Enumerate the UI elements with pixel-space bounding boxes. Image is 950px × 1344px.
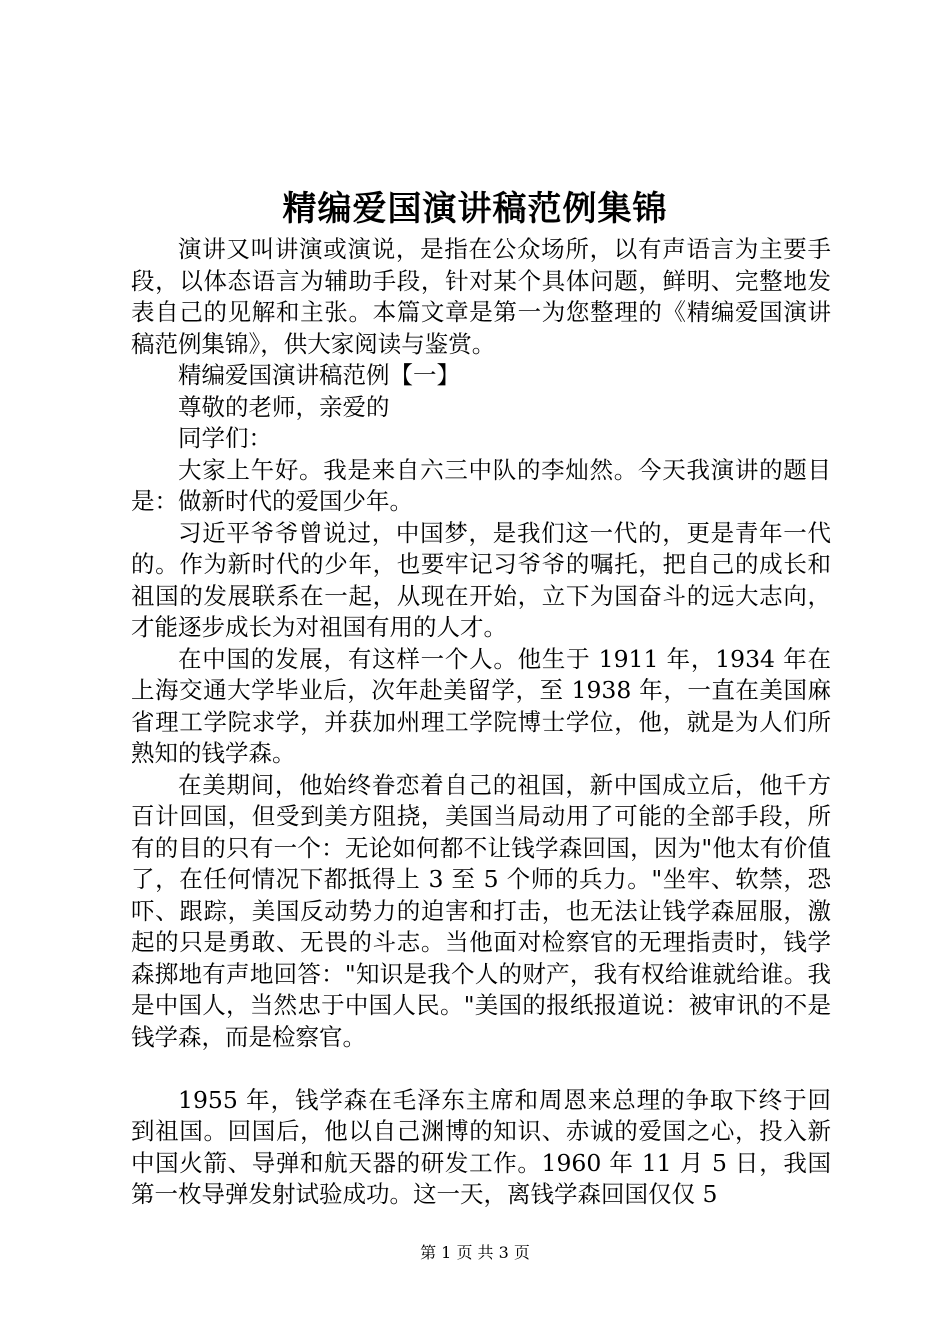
paragraph-salutation-2: 同学们： xyxy=(178,424,272,452)
paragraph-intro: 演讲又叫讲演或演说，是指在公众场所，以有声语言为主要手段，以体态语言为辅助手段，针对某个具体问题，鲜明、完整地发表自己的见解和主张。本篇文章是第一为您整理的《精编爱国演讲稿范例集锦》，供大家阅读与鉴赏。 xyxy=(131,235,831,358)
paragraph-qian-intro: 在中国的发展，有这样一个人。他生于 1911 年，1934 年在上海交通大学毕业后，次年赴美留学，至 1938 年，一直在美国麻省理工学院求学，并获加州理工学院博士学位，他，就是为人们所熟知的钱学森。 xyxy=(131,644,831,767)
page-footer: 第 1 页 共 3 页 xyxy=(420,1243,530,1262)
document-title: 精编爱国演讲稿范例集锦 xyxy=(282,189,668,229)
document-body xyxy=(131,234,831,1211)
paragraph-xi-quote: 习近平爷爷曾说过，中国梦，是我们这一代的，更是青年一代的。作为新时代的少年，也要牢记习爷爷的嘱托，把自己的成长和祖国的发展联系在一起，从现在开始，立下为国奋斗的远大志向，才能逐步成长为对祖国有用的人才。 xyxy=(131,518,831,641)
paragraph-qian-usa: 在美期间，他始终眷恋着自己的祖国，新中国成立后，他千方百计回国，但受到美方阻挠，美国当局动用了可能的全部手段，所有的目的只有一个：无论如何都不让钱学森回国，因为"他太有价值了，在任何情况下都抵得上 3 至 5 个师的兵力。"坐牢、软禁，恐吓、跟踪，美国反动势力的迫害和打击，也无法让钱学森屈服，激起的只是勇敢、无畏的斗志。当他面对检察官的无理指责时，钱学森掷地有声地回答："知识是我个人的财产，我有权给谁就给谁。我是中国人，当然忠于中国人民。"美国的报纸报道说：被审讯的不是钱学森，而是检察官。 xyxy=(131,770,831,1051)
paragraph-section-heading: 精编爱国演讲稿范例【一】 xyxy=(178,361,460,389)
paragraph-salutation: 尊敬的老师，亲爱的 xyxy=(178,392,390,421)
paragraph-qian-return: 1955 年，钱学森在毛泽东主席和周恩来总理的争取下终于回到祖国。回国后，他以自己渊博的知识、赤诚的爱国之心，投入新中国火箭、导弹和航天器的研发工作。1960 年 11 月 5 日，我国第一枚导弹发射试验成功。这一天，离钱学森回国仅仅 5 xyxy=(131,1085,831,1208)
paragraph-greeting: 大家上午好。我是来自六三中队的李灿然。今天我演讲的题目是：做新时代的爱国少年。 xyxy=(131,455,831,515)
